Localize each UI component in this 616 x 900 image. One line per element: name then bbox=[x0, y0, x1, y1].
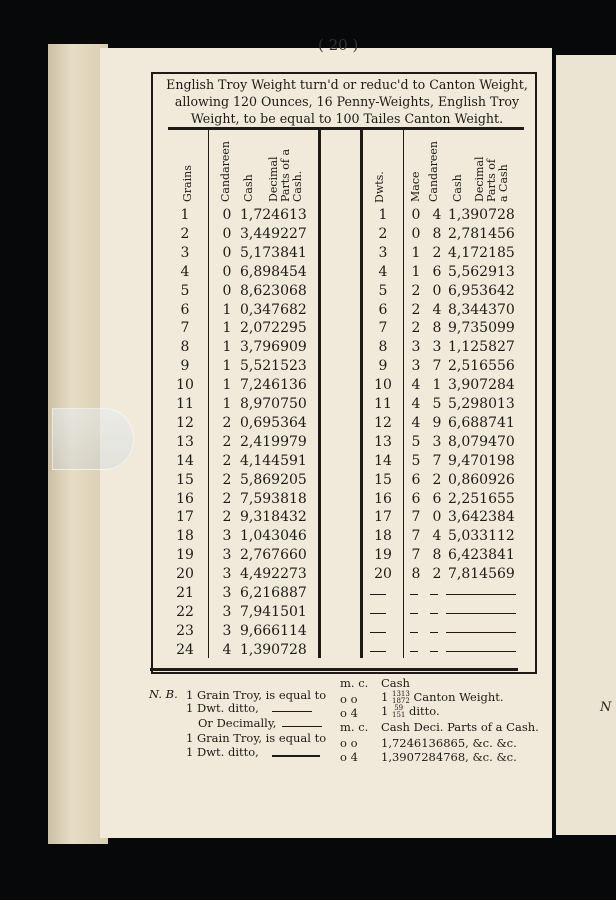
mace-cell: 5 bbox=[411, 433, 421, 450]
grains-cell: 15 bbox=[176, 471, 194, 488]
cash-cell: 4,144591 bbox=[240, 452, 307, 469]
mace-cell: 7 bbox=[411, 528, 421, 545]
candareen-cell: 3 bbox=[222, 566, 232, 583]
notes-cash-head: Cash bbox=[381, 676, 410, 690]
cash-cell: 7,941501 bbox=[240, 603, 307, 620]
candareen-cell: 4 bbox=[222, 641, 232, 658]
cash-cell: 2,516556 bbox=[448, 358, 515, 375]
facing-page bbox=[556, 55, 616, 835]
grains-cell: 5 bbox=[180, 282, 190, 299]
grains-cell: 1 bbox=[180, 207, 190, 223]
candareen-cell: 3 bbox=[432, 433, 442, 450]
note-line-1-value bbox=[381, 690, 504, 705]
mace-cell: 2 bbox=[411, 301, 421, 318]
dwts-cell: 19 bbox=[374, 547, 392, 564]
rule-left-1 bbox=[208, 130, 209, 658]
candareen-cell: 3 bbox=[222, 585, 232, 601]
dwts-cell: 6 bbox=[378, 301, 388, 318]
cash-cell: 3,449227 bbox=[240, 225, 307, 242]
nb-label: N. B. bbox=[149, 687, 178, 701]
grains-cell: 2 bbox=[180, 225, 190, 242]
mace-cell: 4 bbox=[411, 396, 421, 412]
cash-cell: 8,079470 bbox=[448, 433, 515, 450]
dwts-cell: 14 bbox=[374, 452, 392, 469]
grains-cell: 20 bbox=[176, 566, 194, 583]
note-line-2-mc: o 4 bbox=[340, 706, 358, 720]
candareen-cell: 6 bbox=[432, 490, 442, 507]
note-line-3-dash bbox=[282, 726, 322, 727]
cash-cell: 8,623068 bbox=[240, 282, 307, 299]
note-line-1-left: 1 Grain Troy, is equal to bbox=[186, 688, 327, 702]
title-line-3: Weight, to be equal to 100 Tailes Canton Weight. bbox=[190, 111, 504, 126]
cash-cell: 2,419979 bbox=[240, 433, 307, 450]
candareen-cell: 2 bbox=[222, 490, 232, 507]
cash-cell: 2,072295 bbox=[240, 320, 307, 337]
title-line-2: allowing 120 Ounces, 16 Penny-Weights, English Troy bbox=[174, 94, 520, 109]
note-line-3-right: Cash Deci. Parts of a Cash. bbox=[381, 720, 539, 734]
note-line-2-whole: 1 bbox=[381, 704, 389, 718]
note-line-2-dash bbox=[272, 711, 312, 712]
candareen-cell: 4 bbox=[432, 207, 442, 223]
grains-cell: 7 bbox=[180, 320, 190, 337]
grains-cell: 18 bbox=[176, 528, 194, 545]
cash-cell: 2,767660 bbox=[240, 547, 307, 564]
candareen-cell: 2 bbox=[222, 471, 232, 488]
mace-cell: 3 bbox=[411, 339, 421, 356]
candareen-cell: 8 bbox=[432, 225, 442, 242]
header-decimal-parts-2: Decimal Parts of a Cash bbox=[473, 156, 510, 202]
empty-row-dash bbox=[430, 632, 438, 633]
grains-cell: 24 bbox=[176, 641, 194, 658]
empty-row-dash bbox=[446, 632, 516, 633]
empty-row-dash bbox=[430, 594, 438, 595]
grains-cell: 23 bbox=[176, 622, 194, 639]
candareen-cell: 2 bbox=[222, 433, 232, 450]
grains-cell: 13 bbox=[176, 433, 194, 450]
dwts-cell: 13 bbox=[374, 433, 392, 450]
candareen-cell: 7 bbox=[432, 452, 442, 469]
dwts-cell: 12 bbox=[374, 414, 392, 431]
empty-row-dash bbox=[430, 651, 438, 652]
candareen-cell: 2 bbox=[222, 509, 232, 526]
grains-cell: 17 bbox=[176, 509, 194, 526]
note-line-2-left: 1 Dwt. ditto, bbox=[186, 701, 259, 715]
cash-cell: 1,125827 bbox=[448, 339, 515, 356]
candareen-cell: 1 bbox=[222, 339, 232, 356]
mace-cell: 3 bbox=[411, 358, 421, 375]
empty-row-dash bbox=[370, 651, 386, 652]
header-candareen: Candareen bbox=[219, 140, 232, 202]
dwts-cell: 5 bbox=[378, 282, 388, 299]
cash-cell: 0,695364 bbox=[240, 414, 307, 431]
empty-row-dash bbox=[430, 613, 438, 614]
note-line-2-fraction bbox=[392, 705, 405, 719]
grains-cell: 11 bbox=[176, 396, 194, 412]
dwts-cell: 20 bbox=[374, 566, 392, 583]
note-line-1-denominator: 1872 bbox=[391, 697, 410, 705]
empty-row-dash bbox=[370, 632, 386, 633]
dwts-cell: 3 bbox=[378, 244, 388, 261]
candareen-cell: 4 bbox=[432, 301, 442, 318]
empty-row-dash bbox=[370, 613, 386, 614]
cash-cell: 5,521523 bbox=[240, 358, 307, 375]
candareen-cell: 1 bbox=[222, 301, 232, 318]
note-line-2-right: ditto. bbox=[409, 704, 440, 718]
candareen-cell: 1 bbox=[432, 377, 442, 394]
cash-cell: 0,860926 bbox=[448, 471, 515, 488]
rule-right-1 bbox=[360, 130, 363, 658]
cash-cell: 7,246136 bbox=[240, 377, 307, 394]
cash-cell: 1,390728 bbox=[448, 207, 515, 223]
mace-cell: 1 bbox=[411, 244, 421, 261]
grains-cell: 6 bbox=[180, 301, 190, 318]
note-line-2-denominator: 151 bbox=[391, 711, 406, 719]
candareen-cell: 2 bbox=[432, 566, 442, 583]
header-grains: Grains bbox=[181, 165, 194, 202]
cash-cell: 9,735099 bbox=[448, 320, 515, 337]
candareen-cell: 6 bbox=[432, 263, 442, 280]
grains-cell: 14 bbox=[176, 452, 194, 469]
candareen-cell: 8 bbox=[432, 320, 442, 337]
candareen-cell: 0 bbox=[222, 282, 232, 299]
dwts-cell: 18 bbox=[374, 528, 392, 545]
dwts-cell: 11 bbox=[374, 396, 392, 412]
mace-cell: 6 bbox=[411, 471, 421, 488]
mace-cell: 4 bbox=[411, 414, 421, 431]
cash-cell: 9,318432 bbox=[240, 509, 307, 526]
cash-cell: 5,033112 bbox=[448, 528, 515, 545]
candareen-cell: 0 bbox=[222, 263, 232, 280]
header-cash-2: Cash bbox=[451, 174, 464, 202]
note-line-1-whole: 1 bbox=[381, 690, 389, 704]
title-rule bbox=[168, 127, 524, 130]
title-line-1: English Troy Weight turn'd or reduc'd to Canton Weight, bbox=[166, 77, 528, 92]
note-line-1-numerator: 1313 bbox=[391, 690, 410, 698]
mace-cell: 2 bbox=[411, 282, 421, 299]
cash-cell: 5,869205 bbox=[240, 471, 307, 488]
note-line-5-right: 1,3907284768, &c. &c. bbox=[381, 750, 517, 764]
mace-cell: 0 bbox=[411, 207, 421, 223]
note-line-2-value bbox=[381, 704, 440, 719]
candareen-cell: 0 bbox=[222, 207, 232, 223]
grains-cell: 22 bbox=[176, 603, 194, 620]
cash-cell: 2,251655 bbox=[448, 490, 515, 507]
empty-row-dash bbox=[446, 594, 516, 595]
candareen-cell: 1 bbox=[222, 320, 232, 337]
notes-mc-head: m. c. bbox=[340, 676, 369, 690]
cash-cell: 5,298013 bbox=[448, 396, 515, 412]
mace-cell: 1 bbox=[411, 263, 421, 280]
empty-row-dash bbox=[410, 594, 418, 595]
note-line-4-left: 1 Grain Troy, is equal to bbox=[186, 731, 327, 745]
grains-cell: 12 bbox=[176, 414, 194, 431]
mace-cell: 8 bbox=[411, 566, 421, 583]
candareen-cell: 2 bbox=[222, 452, 232, 469]
candareen-cell: 1 bbox=[222, 358, 232, 375]
mace-cell: 6 bbox=[411, 490, 421, 507]
candareen-cell: 3 bbox=[222, 603, 232, 620]
candareen-cell: 0 bbox=[432, 282, 442, 299]
empty-row-dash bbox=[446, 651, 516, 652]
empty-row-dash bbox=[446, 613, 516, 614]
cash-cell: 7,593818 bbox=[240, 490, 307, 507]
facing-page-letter: N bbox=[600, 700, 612, 715]
page-number: ( 20 ) bbox=[318, 36, 359, 54]
cash-cell: 1,043046 bbox=[240, 528, 307, 545]
cash-cell: 6,898454 bbox=[240, 263, 307, 280]
grains-cell: 21 bbox=[176, 585, 194, 601]
candareen-cell: 7 bbox=[432, 358, 442, 375]
cash-cell: 3,796909 bbox=[240, 339, 307, 356]
empty-row-dash bbox=[410, 632, 418, 633]
candareen-cell: 9 bbox=[432, 414, 442, 431]
header-candareen-2: Candareen bbox=[427, 140, 440, 202]
header-decimal-parts: Decimal Parts of a Cash. bbox=[267, 148, 304, 202]
mace-cell: 7 bbox=[411, 547, 421, 564]
dwts-cell: 9 bbox=[378, 358, 388, 375]
cash-cell: 6,423841 bbox=[448, 547, 515, 564]
note-line-5-left: 1 Dwt. ditto, bbox=[186, 745, 259, 759]
note-line-1-right: Canton Weight. bbox=[413, 690, 504, 704]
note-line-1-fraction bbox=[392, 691, 410, 705]
grains-cell: 19 bbox=[176, 547, 194, 564]
cash-cell: 7,814569 bbox=[448, 566, 515, 583]
note-line-2-numerator: 59 bbox=[394, 704, 404, 712]
table-title bbox=[162, 76, 532, 127]
dwts-cell: 8 bbox=[378, 339, 388, 356]
header-cash: Cash bbox=[242, 174, 255, 202]
note-line-3-left: Or Decimally, bbox=[198, 716, 277, 730]
page-clip bbox=[52, 408, 134, 470]
note-line-5-dash bbox=[272, 755, 320, 757]
cash-cell: 6,688741 bbox=[448, 414, 515, 431]
candareen-cell: 0 bbox=[432, 509, 442, 526]
empty-row-dash bbox=[410, 651, 418, 652]
mace-cell: 0 bbox=[411, 225, 421, 242]
cash-cell: 8,970750 bbox=[240, 396, 307, 412]
candareen-cell: 3 bbox=[222, 528, 232, 545]
mace-cell: 2 bbox=[411, 320, 421, 337]
candareen-cell: 3 bbox=[222, 547, 232, 564]
candareen-cell: 5 bbox=[432, 396, 442, 412]
cash-cell: 1,724613 bbox=[240, 207, 307, 223]
candareen-cell: 1 bbox=[222, 377, 232, 394]
cash-cell: 2,781456 bbox=[448, 225, 515, 242]
grains-cell: 10 bbox=[176, 377, 194, 394]
mace-cell: 7 bbox=[411, 509, 421, 526]
candareen-cell: 4 bbox=[432, 528, 442, 545]
dwts-cell: 7 bbox=[378, 320, 388, 337]
note-line-4-mc: o o bbox=[340, 736, 358, 750]
note-line-4-right: 1,7246136865, &c. &c. bbox=[381, 736, 517, 750]
candareen-cell: 2 bbox=[222, 414, 232, 431]
candareen-cell: 2 bbox=[432, 471, 442, 488]
empty-row-dash bbox=[370, 594, 386, 595]
dwts-cell: 1 bbox=[378, 207, 388, 223]
cash-cell: 9,470198 bbox=[448, 452, 515, 469]
candareen-cell: 8 bbox=[432, 547, 442, 564]
cash-cell: 5,562913 bbox=[448, 263, 515, 280]
dwts-cell: 2 bbox=[378, 225, 388, 242]
candareen-cell: 3 bbox=[222, 622, 232, 639]
grains-cell: 3 bbox=[180, 244, 190, 261]
cash-cell: 1,390728 bbox=[240, 641, 307, 658]
header-mace: Mace bbox=[409, 171, 422, 202]
dwts-cell: 15 bbox=[374, 471, 392, 488]
grains-cell: 4 bbox=[180, 263, 190, 280]
dwts-cell: 16 bbox=[374, 490, 392, 507]
rule-right-2 bbox=[403, 130, 404, 658]
cash-cell: 6,216887 bbox=[240, 585, 307, 601]
candareen-cell: 0 bbox=[222, 244, 232, 261]
grains-cell: 9 bbox=[180, 358, 190, 375]
cash-cell: 4,172185 bbox=[448, 244, 515, 261]
dwts-cell: 4 bbox=[378, 263, 388, 280]
note-line-3-mc: m. c. bbox=[340, 720, 369, 734]
note-line-5-mc: o 4 bbox=[340, 750, 358, 764]
mace-cell: 5 bbox=[411, 452, 421, 469]
cash-cell: 9,666114 bbox=[240, 622, 307, 639]
cash-cell: 8,344370 bbox=[448, 301, 515, 318]
candareen-cell: 0 bbox=[222, 225, 232, 242]
candareen-cell: 3 bbox=[432, 339, 442, 356]
candareen-cell: 1 bbox=[222, 396, 232, 412]
table-bottom-rule bbox=[150, 668, 518, 671]
cash-cell: 6,953642 bbox=[448, 282, 515, 299]
note-line-1-mc: o o bbox=[340, 692, 358, 706]
grains-cell: 8 bbox=[180, 339, 190, 356]
candareen-cell: 2 bbox=[432, 244, 442, 261]
cash-cell: 4,492273 bbox=[240, 566, 307, 583]
rule-left-2 bbox=[318, 130, 321, 658]
grains-cell: 16 bbox=[176, 490, 194, 507]
cash-cell: 3,642384 bbox=[448, 509, 515, 526]
mace-cell: 4 bbox=[411, 377, 421, 394]
header-dwts: Dwts. bbox=[373, 171, 386, 203]
dwts-cell: 10 bbox=[374, 377, 392, 394]
empty-row-dash bbox=[410, 613, 418, 614]
cash-cell: 0,347682 bbox=[240, 301, 307, 318]
cash-cell: 5,173841 bbox=[240, 244, 307, 261]
cash-cell: 3,907284 bbox=[448, 377, 515, 394]
dwts-cell: 17 bbox=[374, 509, 392, 526]
